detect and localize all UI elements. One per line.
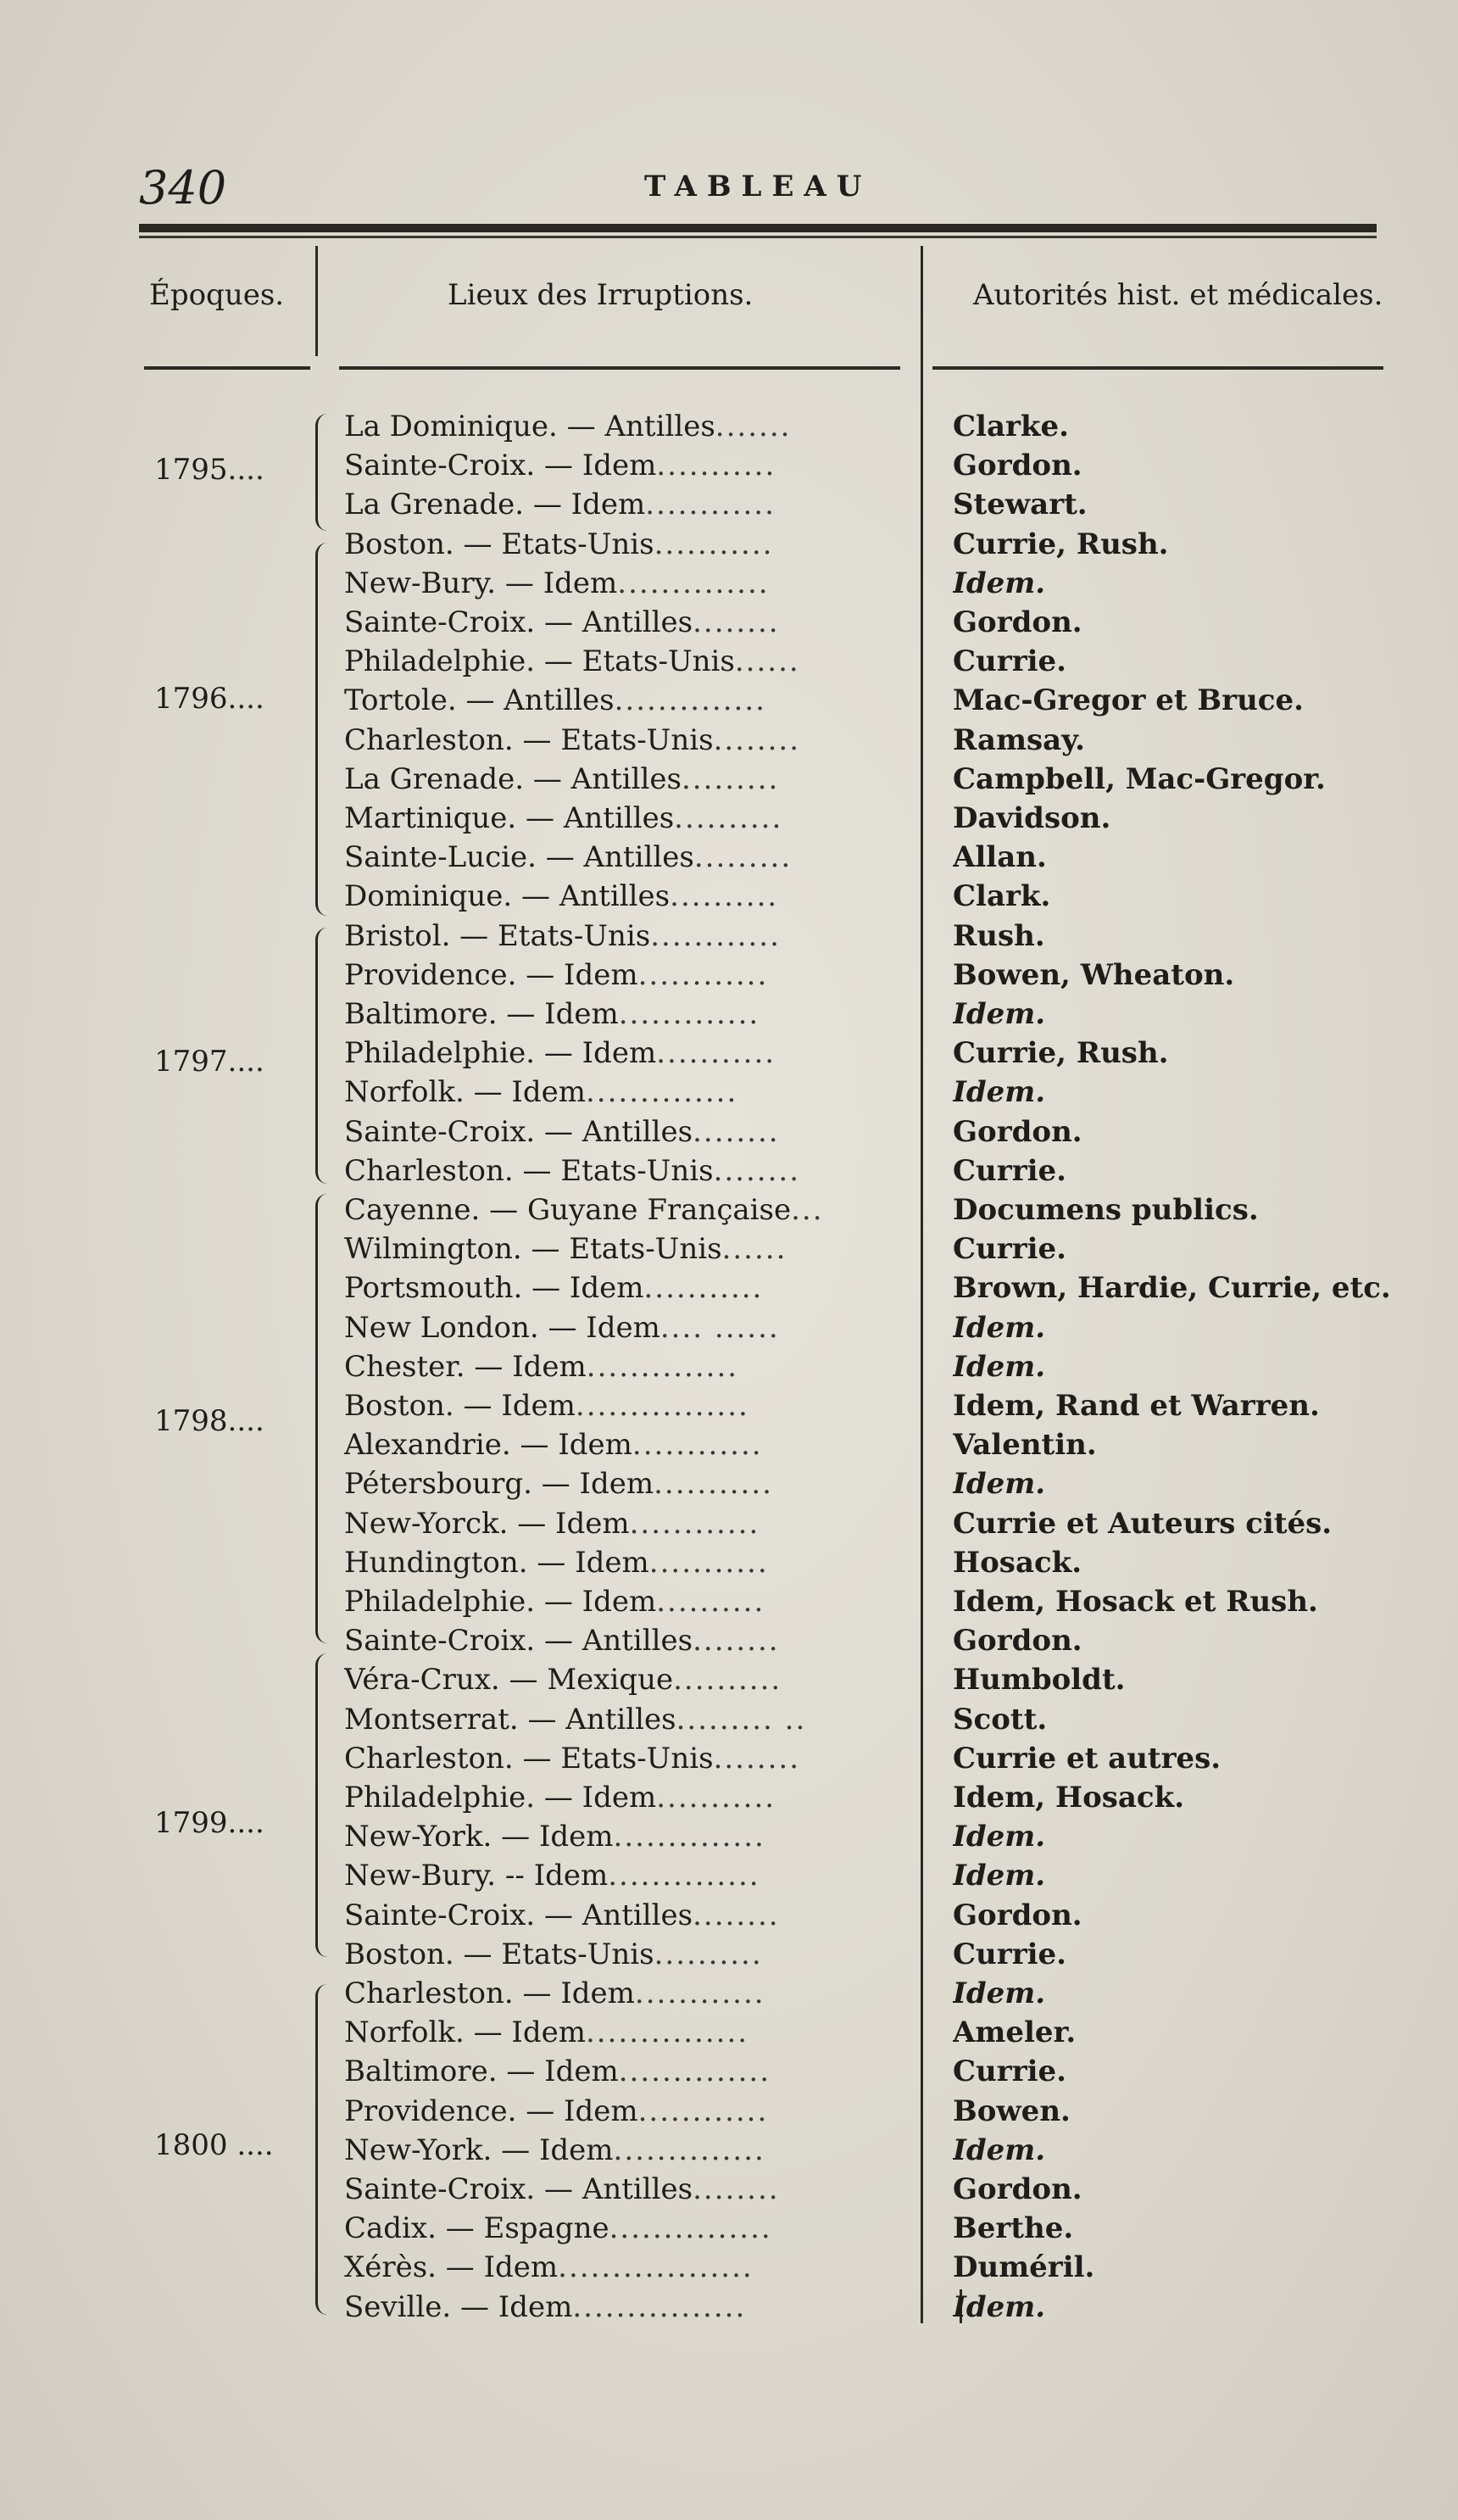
leader-dots: .......... <box>670 879 779 913</box>
place-cell <box>344 1464 922 1503</box>
top-rule-thin <box>139 236 1377 238</box>
leader-dots: ........ <box>713 1154 801 1188</box>
leader-dots: .............. <box>614 683 766 717</box>
authority-cell: Idem. <box>953 1311 1046 1345</box>
leader-dots: ............ <box>637 958 769 992</box>
place-cell <box>344 1935 922 1974</box>
leader-dots: ........... <box>643 1271 764 1305</box>
page-header <box>0 161 1458 215</box>
place-text: Sainte-Croix. — Antilles <box>344 605 693 639</box>
authority-cell: Idem, Hosack. <box>953 1781 1185 1815</box>
place-cell <box>344 1700 922 1739</box>
authority-cell: Gordon. <box>953 1115 1082 1149</box>
leader-dots: .............. <box>608 1859 760 1893</box>
authority-cell: Campbell, Mac-Gregor. <box>953 762 1326 796</box>
column-divider-1 <box>315 246 318 356</box>
place-text: New-York. — Idem <box>344 2133 614 2167</box>
leader-dots: ........... <box>656 449 776 482</box>
year-1798: 1798.... <box>154 1404 264 1438</box>
authority-cell: Idem. <box>953 1075 1046 1109</box>
place-cell <box>344 1856 922 1895</box>
place-cell <box>344 1660 922 1699</box>
place-cell <box>344 525 922 564</box>
leader-dots: ............ <box>629 1507 760 1541</box>
place-text: Sainte-Croix. — Idem <box>344 449 657 482</box>
place-text: Charleston. — Etats-Unis <box>344 1742 714 1776</box>
place-cell <box>344 1582 922 1621</box>
leader-dots: ................ <box>575 1389 749 1423</box>
place-cell <box>344 564 922 603</box>
place-cell <box>344 1112 922 1151</box>
authority-cell: Currie. <box>953 1232 1066 1266</box>
place-text: La Dominique. — Antilles <box>344 410 715 443</box>
authority-cell: Idem, Hosack et Rush. <box>953 1585 1318 1619</box>
authority-cell: Clarke. <box>953 410 1069 443</box>
place-text: Charleston. — Idem <box>344 1976 635 2010</box>
leader-dots: .... ...... <box>659 1311 780 1345</box>
column-header-autorites: Autorités hist. et médicales. <box>973 278 1383 312</box>
place-cell <box>344 1621 922 1660</box>
authority-cell: Clark. <box>953 879 1051 913</box>
place-cell <box>344 1347 922 1386</box>
authority-cell: Gordon. <box>953 1624 1082 1658</box>
place-cell <box>344 1073 922 1112</box>
place-cell <box>344 485 922 524</box>
authority-cell: Mac-Gregor et Bruce. <box>953 683 1304 717</box>
year-1800: 1800 .... <box>154 2128 274 2162</box>
place-cell <box>344 2209 922 2248</box>
place-text: Cadix. — Espagne <box>344 2211 609 2245</box>
authority-cell: Duméril. <box>953 2250 1095 2284</box>
leader-dots: ............ <box>645 488 776 521</box>
authority-cell: Idem. <box>953 1350 1046 1384</box>
place-text: New London. — Idem <box>344 1311 660 1345</box>
place-text: Philadelphie. — Etats-Unis <box>344 644 735 678</box>
page-number: 340 <box>139 161 227 215</box>
place-text: New-Bury. — Idem <box>344 566 618 600</box>
place-text: Pétersbourg. — Idem <box>344 1467 654 1501</box>
leader-dots: ........ <box>693 1115 780 1149</box>
leader-dots: ........... <box>654 527 774 561</box>
place-cell <box>344 642 922 681</box>
leader-dots: ........ <box>693 2172 780 2206</box>
place-text: Charleston. — Etats-Unis <box>344 1154 714 1188</box>
leader-dots: ........... <box>648 1546 769 1580</box>
place-text: Norfolk. — Idem <box>344 1075 586 1109</box>
place-text: New-Yorck. — Idem <box>344 1507 630 1541</box>
leader-dots: ............. <box>618 997 760 1031</box>
place-cell <box>344 917 922 956</box>
place-cell <box>344 2170 922 2209</box>
leader-dots: ............ <box>650 919 781 953</box>
header-rule-lieux <box>339 366 900 370</box>
place-cell <box>344 1034 922 1073</box>
brace-1796 <box>315 543 337 916</box>
place-cell <box>344 799 922 838</box>
authority-cell: Gordon. <box>953 449 1082 482</box>
header-rule-autorites <box>932 366 1383 370</box>
leader-dots: .............. <box>613 2133 765 2167</box>
place-cell <box>344 838 922 877</box>
place-cell <box>344 2131 922 2170</box>
place-text: Montserrat. — Antilles <box>344 1703 676 1737</box>
place-text: Seville. — Idem <box>344 2290 573 2324</box>
leader-dots: .............. <box>613 1820 765 1854</box>
place-text: Sainte-Croix. — Antilles <box>344 2172 693 2206</box>
place-cell <box>344 446 922 485</box>
leader-dots: .............. <box>586 1350 739 1384</box>
authority-cell: Bowen, Wheaton. <box>953 958 1235 992</box>
authority-cell: Gordon. <box>953 605 1082 639</box>
place-cell <box>344 877 922 916</box>
place-text: Providence. — Idem <box>344 2094 638 2128</box>
authority-cell: Bowen. <box>953 2094 1071 2128</box>
place-cell <box>344 1739 922 1778</box>
authority-cell: Valentin. <box>953 1428 1097 1462</box>
place-text: Sainte-Croix. — Antilles <box>344 1115 693 1149</box>
authority-cell: Scott. <box>953 1703 1048 1737</box>
year-1799: 1799.... <box>154 1806 264 1840</box>
place-cell <box>344 1817 922 1856</box>
place-cell <box>344 2288 922 2327</box>
place-text: Sainte-Croix. — Antilles <box>344 1624 693 1658</box>
authority-cell: Davidson. <box>953 801 1111 835</box>
leader-dots: ........... <box>656 1781 776 1815</box>
place-cell <box>344 721 922 760</box>
authority-cell: Gordon. <box>953 1898 1082 1932</box>
authority-cell: Currie, Rush. <box>953 527 1169 561</box>
authority-cell: Documens publics. <box>953 1193 1259 1227</box>
place-cell <box>344 2248 922 2287</box>
place-cell <box>344 603 922 642</box>
place-cell <box>344 1190 922 1229</box>
place-text: La Grenade. — Idem <box>344 488 646 521</box>
place-text: Véra-Crux. — Mexique <box>344 1663 674 1697</box>
header-rule-epoques <box>144 366 310 370</box>
place-text: Martinique. — Antilles <box>344 801 675 835</box>
place-text: Tortole. — Antilles <box>344 683 615 717</box>
place-cell <box>344 1386 922 1425</box>
year-1797: 1797.... <box>154 1045 264 1079</box>
leader-dots: .......... <box>654 1937 763 1971</box>
authority-cell: Currie. <box>953 2054 1066 2088</box>
leader-dots: .............. <box>585 1075 738 1109</box>
leader-dots: ............ <box>634 1976 765 2010</box>
leader-dots: ............... <box>585 2015 749 2049</box>
leader-dots: .............. <box>617 566 770 600</box>
place-text: Boston. — Etats-Unis <box>344 527 654 561</box>
authority-cell: Currie. <box>953 1937 1066 1971</box>
leader-dots: ........ <box>693 605 780 639</box>
place-text: Cayenne. — Guyane Française <box>344 1193 792 1227</box>
leader-dots: .......... <box>673 1663 782 1697</box>
authority-cell: Currie. <box>953 1154 1066 1188</box>
place-text: Dominique. — Antilles <box>344 879 671 913</box>
authority-cell: Idem. <box>953 2290 1046 2324</box>
leader-dots: ............... <box>609 2211 772 2245</box>
place-cell <box>344 681 922 720</box>
place-text: Xérès. — Idem <box>344 2250 559 2284</box>
brace-1800 <box>315 1984 337 2315</box>
authority-cell: Idem. <box>953 566 1046 600</box>
place-cell <box>344 1778 922 1817</box>
place-text: Alexandrie. — Idem <box>344 1428 632 1462</box>
place-cell <box>344 1974 922 2013</box>
place-text: Providence. — Idem <box>344 958 638 992</box>
place-text: Sainte-Lucie. — Antilles <box>344 840 694 874</box>
authority-cell: Stewart. <box>953 488 1088 521</box>
authority-cell: Idem. <box>953 2133 1046 2167</box>
brace-1798 <box>315 1194 337 1643</box>
leader-dots: .............. <box>618 2054 771 2088</box>
authority-cell: Brown, Hardie, Currie, etc. <box>953 1271 1391 1305</box>
place-text: Philadelphie. — Idem <box>344 1585 657 1619</box>
authority-cell: Idem. <box>953 1976 1046 2010</box>
place-cell <box>344 2013 922 2052</box>
year-1795: 1795.... <box>154 453 264 487</box>
brace-1799 <box>315 1653 337 1957</box>
authority-cell: Berthe. <box>953 2211 1074 2245</box>
leader-dots: ........ <box>713 723 801 757</box>
place-cell <box>344 1229 922 1268</box>
authority-cell: Currie et autres. <box>953 1742 1221 1776</box>
place-cell <box>344 995 922 1034</box>
authority-cell: Idem. <box>953 1467 1046 1501</box>
place-text: Boston. — Idem <box>344 1389 576 1423</box>
authority-cell: Hosack. <box>953 1546 1082 1580</box>
place-cell <box>344 1425 922 1464</box>
running-title: TABLEAU <box>644 170 872 203</box>
leader-dots: ........ <box>693 1624 780 1658</box>
leader-dots: ......... <box>693 840 793 874</box>
year-1796: 1796.... <box>154 682 264 716</box>
place-text: New-York. — Idem <box>344 1820 614 1854</box>
place-cell <box>344 760 922 799</box>
authority-cell: Idem. <box>953 1820 1046 1854</box>
leader-dots: ...... <box>721 1232 787 1266</box>
place-text: Charleston. — Etats-Unis <box>344 723 714 757</box>
place-text: Norfolk. — Idem <box>344 2015 586 2049</box>
place-text: Boston. — Etats-Unis <box>344 1937 654 1971</box>
authority-cell: Humboldt. <box>953 1663 1126 1697</box>
leader-dots: ....... <box>715 410 792 443</box>
authority-cell: Currie, Rush. <box>953 1036 1169 1070</box>
place-cell <box>344 1543 922 1582</box>
place-text: Philadelphie. — Idem <box>344 1036 657 1070</box>
place-cell <box>344 1896 922 1935</box>
leader-dots: ............ <box>632 1428 763 1462</box>
authority-cell: Idem. <box>953 1859 1046 1893</box>
authority-cell: Gordon. <box>953 2172 1082 2206</box>
place-text: Portsmouth. — Idem <box>344 1271 644 1305</box>
leader-dots: ... <box>791 1193 824 1227</box>
place-cell <box>344 1151 922 1190</box>
authority-cell: Allan. <box>953 840 1047 874</box>
authority-cell: Rush. <box>953 919 1045 953</box>
authority-cell: Ameler. <box>953 2015 1077 2049</box>
place-cell <box>344 1308 922 1347</box>
leader-dots: ............ <box>637 2094 769 2128</box>
place-text: Chester. — Idem <box>344 1350 587 1384</box>
place-cell <box>344 1504 922 1543</box>
leader-dots: .......... <box>656 1585 765 1619</box>
authority-cell: Ramsay. <box>953 723 1085 757</box>
leader-dots: .................. <box>558 2250 754 2284</box>
column-header-lieux: Lieux des Irruptions. <box>448 278 754 312</box>
place-cell <box>344 407 922 446</box>
leader-dots: ........... <box>656 1036 776 1070</box>
place-text: Philadelphie. — Idem <box>344 1781 657 1815</box>
leader-dots: ......... .. <box>676 1703 807 1737</box>
place-text: Baltimore. — Idem <box>344 2054 619 2088</box>
place-cell <box>344 2092 922 2131</box>
brace-1795 <box>315 414 337 531</box>
authority-cell: Currie. <box>953 644 1066 678</box>
top-rule <box>139 224 1377 232</box>
brace-1797 <box>315 928 337 1184</box>
leader-dots: ...... <box>734 644 800 678</box>
leader-dots: ........... <box>654 1467 773 1501</box>
place-cell <box>344 956 922 995</box>
leader-dots: ........ <box>693 1898 780 1932</box>
authority-cell: Idem. <box>953 997 1046 1031</box>
column-header-epoques: Époques. <box>149 278 285 312</box>
place-text: Bristol. — Etats-Unis <box>344 919 651 953</box>
authority-cell: Currie et Auteurs cités. <box>953 1507 1333 1541</box>
place-text: La Grenade. — Antilles <box>344 762 682 796</box>
place-cell <box>344 2052 922 2091</box>
leader-dots: .......... <box>674 801 783 835</box>
leader-dots: ........ <box>713 1742 801 1776</box>
leader-dots: ......... <box>681 762 780 796</box>
place-text: Sainte-Croix. — Antilles <box>344 1898 693 1932</box>
leader-dots: ................ <box>572 2290 747 2324</box>
authority-cell: Idem, Rand et Warren. <box>953 1389 1320 1423</box>
place-text: New-Bury. -- Idem <box>344 1859 609 1893</box>
place-text: Hundington. — Idem <box>344 1546 649 1580</box>
place-cell <box>344 1268 922 1307</box>
place-text: Baltimore. — Idem <box>344 997 619 1031</box>
place-text: Wilmington. — Etats-Unis <box>344 1232 722 1266</box>
